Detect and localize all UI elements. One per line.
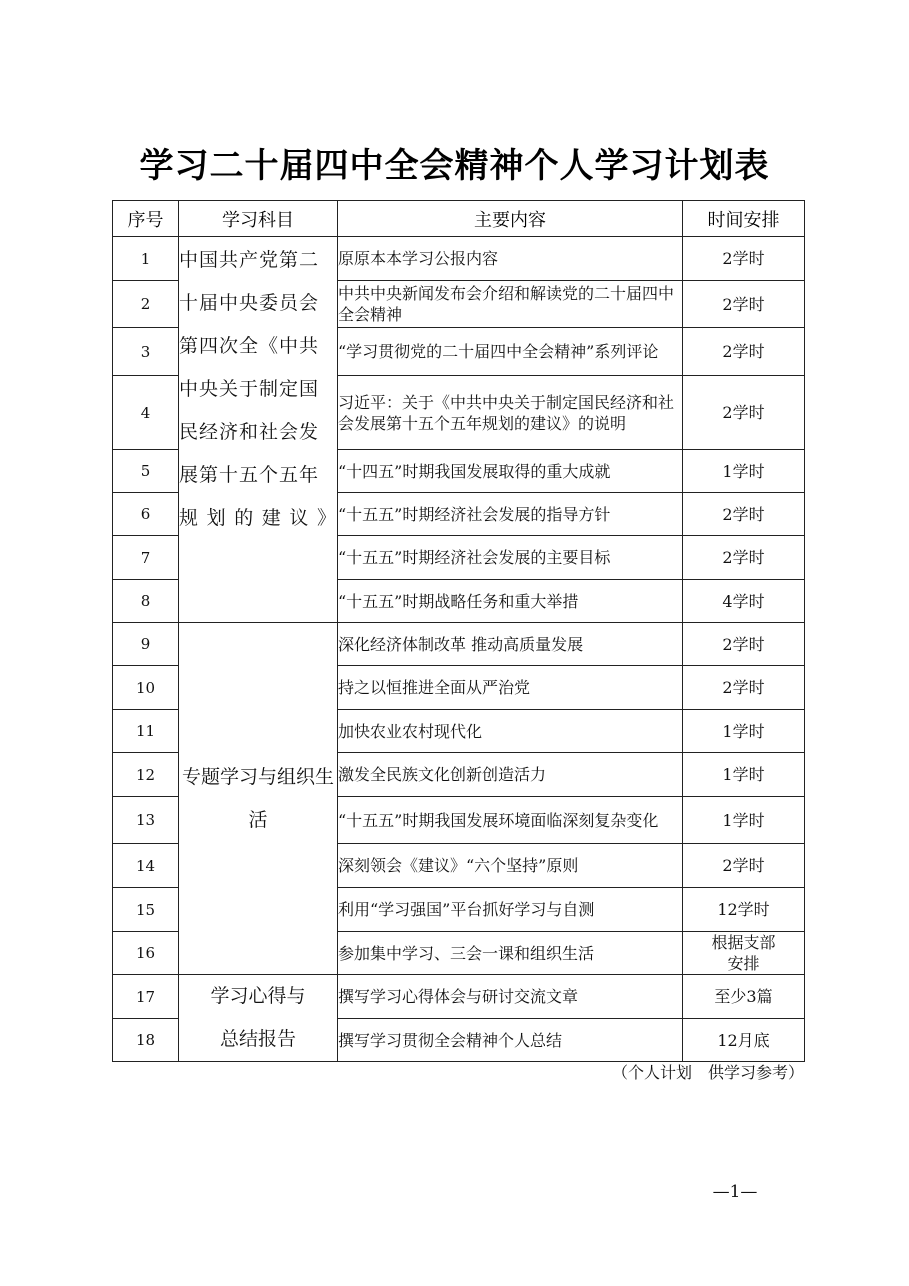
row-time: 1学时	[683, 710, 805, 753]
row-content: “十四五”时期我国发展取得的重大成就	[338, 450, 683, 493]
row-content: “十五五”时期经济社会发展的主要目标	[338, 536, 683, 580]
row-content: 激发全民族文化创新创造活力	[338, 753, 683, 797]
row-time: 12月底	[683, 1019, 805, 1062]
row-content: 撰写学习贯彻全会精神个人总结	[338, 1019, 683, 1062]
row-number: 17	[113, 975, 179, 1019]
table-row	[113, 237, 805, 281]
row-content: “十五五”时期战略任务和重大举措	[338, 580, 683, 623]
row-number: 10	[113, 666, 179, 710]
row-content: “十五五”时期我国发展环境面临深刻复杂变化	[338, 797, 683, 844]
row-time: 2学时	[683, 623, 805, 666]
table-row	[113, 623, 805, 666]
row-number: 13	[113, 797, 179, 844]
row-number: 6	[113, 493, 179, 536]
row-number: 18	[113, 1019, 179, 1062]
row-content: 持之以恒推进全面从严治党	[338, 666, 683, 710]
row-time: 12学时	[683, 888, 805, 932]
row-content: 深化经济体制改革 推动高质量发展	[338, 623, 683, 666]
row-number: 12	[113, 753, 179, 797]
row-time: 1学时	[683, 450, 805, 493]
row-time: 2学时	[683, 281, 805, 328]
row-number: 7	[113, 536, 179, 580]
row-time: 至少3篇	[683, 975, 805, 1019]
page-number: —1—	[712, 1182, 758, 1202]
row-content: 加快农业农村现代化	[338, 710, 683, 753]
header-no: 序号	[113, 201, 179, 237]
row-time: 根据支部安排	[683, 932, 805, 975]
row-number: 3	[113, 328, 179, 376]
row-content: 原原本本学习公报内容	[338, 237, 683, 281]
row-number: 4	[113, 376, 179, 450]
row-number: 1	[113, 237, 179, 281]
row-number: 16	[113, 932, 179, 975]
row-number: 15	[113, 888, 179, 932]
row-time: 2学时	[683, 666, 805, 710]
row-time: 1学时	[683, 797, 805, 844]
row-time: 2学时	[683, 493, 805, 536]
row-number: 2	[113, 281, 179, 328]
row-content: 深刻领会《建议》“六个坚持”原则	[338, 844, 683, 888]
row-content: “学习贯彻党的二十届四中全会精神”系列评论	[338, 328, 683, 376]
table-header-row	[113, 201, 805, 237]
row-time: 2学时	[683, 376, 805, 450]
row-content: 撰写学习心得体会与研讨交流文章	[338, 975, 683, 1019]
header-time: 时间安排	[683, 201, 805, 237]
row-content: 参加集中学习、三会一课和组织生活	[338, 932, 683, 975]
row-number: 8	[113, 580, 179, 623]
row-time: 2学时	[683, 536, 805, 580]
header-content: 主要内容	[338, 201, 683, 237]
row-time: 1学时	[683, 753, 805, 797]
row-number: 5	[113, 450, 179, 493]
row-number: 9	[113, 623, 179, 666]
study-plan-table	[112, 200, 805, 1062]
header-subject: 学习科目	[179, 201, 338, 237]
row-content: 利用“学习强国”平台抓好学习与自测	[338, 888, 683, 932]
footnote: （个人计划 供学习参考）	[611, 1063, 804, 1082]
subject-cell: 中国共产党第二十届中央委员会第四次全《中共中央关于制定国民经济和社会发展第十五个五年规划的建议》	[179, 237, 338, 623]
subject-cell: 学习心得与总结报告	[179, 975, 338, 1062]
table-row	[113, 975, 805, 1019]
row-number: 11	[113, 710, 179, 753]
document-title: 学习二十届四中全会精神个人学习计划表	[139, 146, 770, 186]
row-content: 中共中央新闻发布会介绍和解读党的二十届四中全会精神	[338, 281, 683, 328]
row-content: “十五五”时期经济社会发展的指导方针	[338, 493, 683, 536]
row-content: 习近平：关于《中共中央关于制定国民经济和社会发展第十五个五年规划的建议》的说明	[338, 376, 683, 450]
row-time: 2学时	[683, 328, 805, 376]
row-time: 4学时	[683, 580, 805, 623]
row-time: 2学时	[683, 844, 805, 888]
row-time: 2学时	[683, 237, 805, 281]
row-number: 14	[113, 844, 179, 888]
subject-cell: 专题学习与组织生活	[179, 623, 338, 975]
